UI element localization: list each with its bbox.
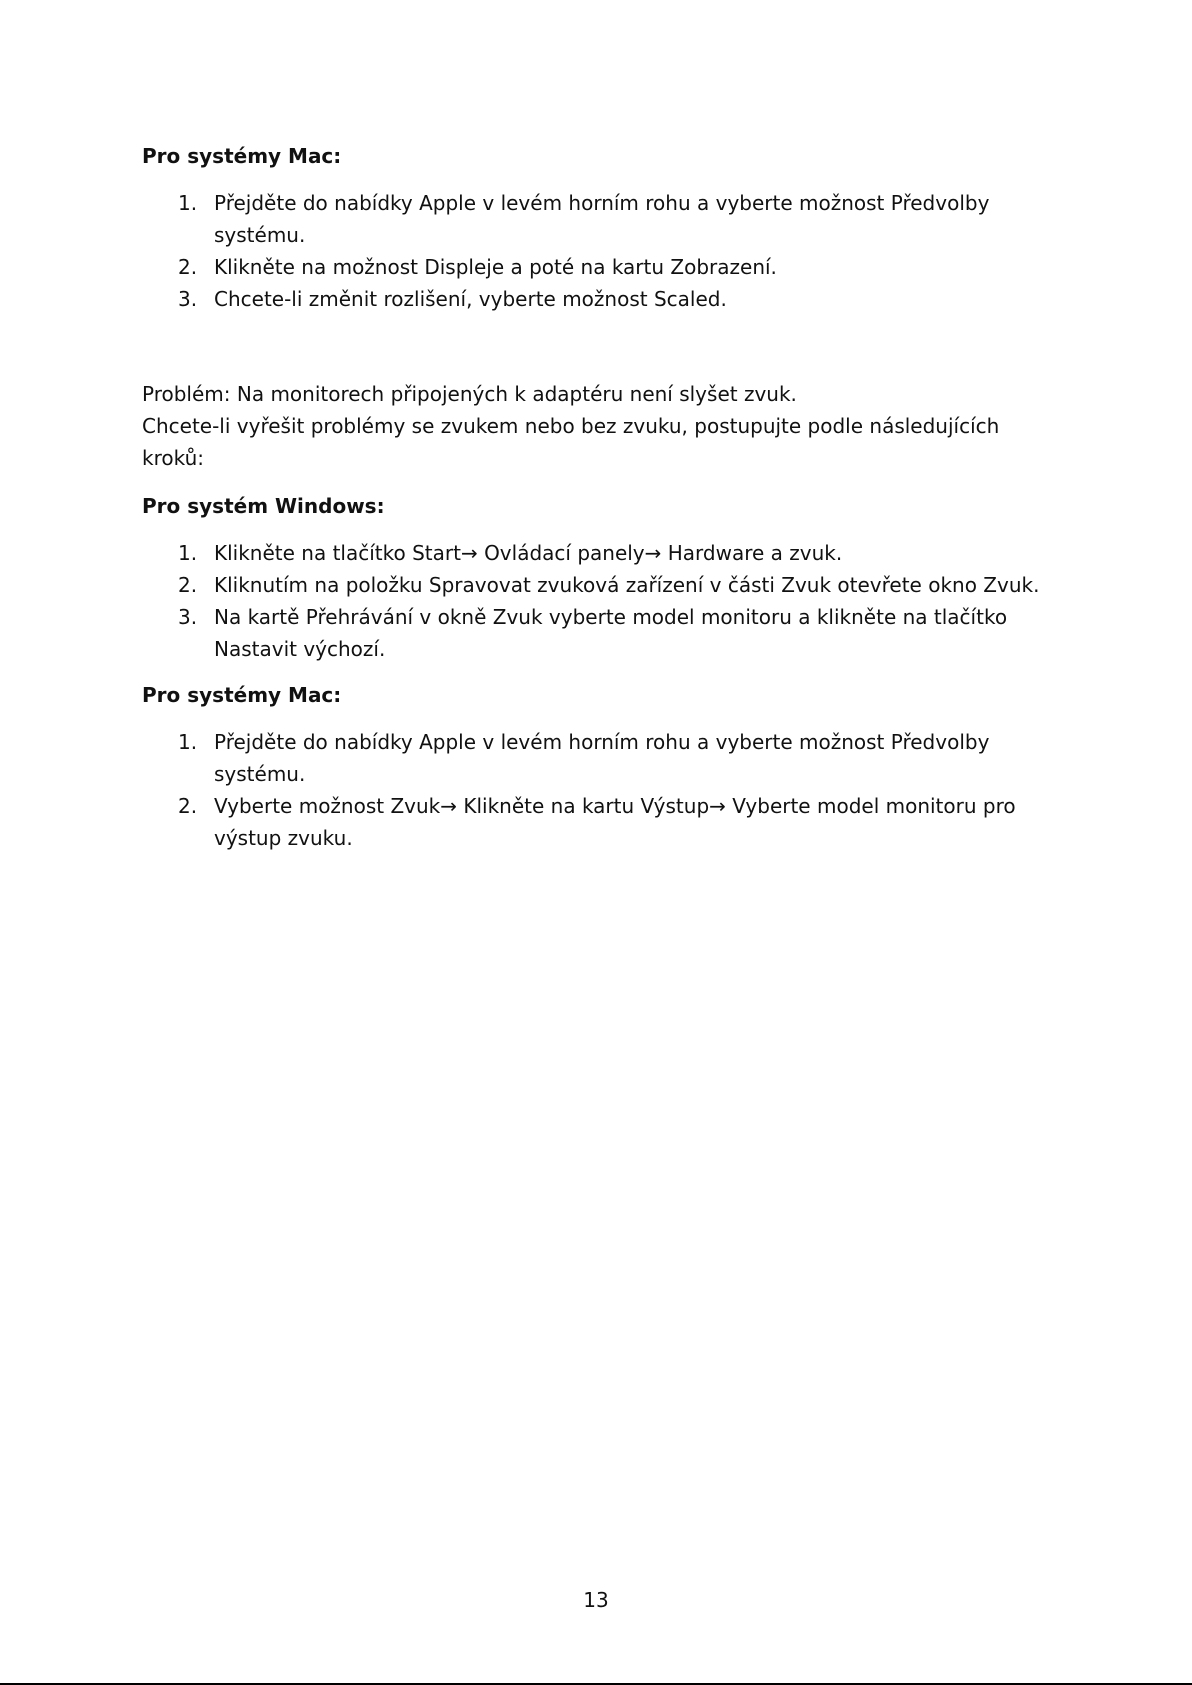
- list-number: 2.: [178, 794, 198, 818]
- problem-line: Problém: Na monitorech připojených k adaptéru není slyšet zvuk.: [142, 382, 797, 406]
- steps-list: [142, 726, 1062, 854]
- problem-statement: [142, 378, 1062, 474]
- list-item: [142, 601, 1062, 665]
- spacer: [142, 315, 1062, 378]
- list-number: 1.: [178, 191, 198, 215]
- list-text: Přejděte do nabídky Apple v levém horním rohu a vyberte možnost Předvolby systému.: [214, 191, 990, 247]
- section-windows-sound: [142, 490, 1062, 665]
- section-mac-display: [142, 140, 1062, 315]
- list-item: [142, 283, 1062, 315]
- list-item: [142, 251, 1062, 283]
- list-text: Vyberte možnost Zvuk→ Klikněte na kartu Výstup→ Vyberte model monitoru pro výstup zvuku.: [214, 794, 1016, 850]
- list-number: 3.: [178, 605, 198, 629]
- list-item: [142, 726, 1062, 790]
- page-number: 13: [583, 1588, 609, 1612]
- list-text: Chcete-li změnit rozlišení, vyberte možnost Scaled.: [214, 287, 727, 311]
- instruction-line: Chcete-li vyřešit problémy se zvukem nebo bez zvuku, postupujte podle následujících kroků:: [142, 414, 1000, 470]
- section-heading: Pro systémy Mac:: [142, 144, 342, 168]
- list-item: [142, 187, 1062, 251]
- list-item: [142, 790, 1062, 854]
- list-item: [142, 537, 1062, 569]
- list-number: 1.: [178, 730, 198, 754]
- section-heading: Pro systémy Mac:: [142, 683, 342, 707]
- list-text: Klikněte na tlačítko Start→ Ovládací panely→ Hardware a zvuk.: [214, 541, 843, 565]
- list-number: 3.: [178, 287, 198, 311]
- section-mac-sound: [142, 679, 1062, 854]
- page-content: [142, 140, 1062, 854]
- list-number: 1.: [178, 541, 198, 565]
- list-number: 2.: [178, 255, 198, 279]
- list-text: Na kartě Přehrávání v okně Zvuk vyberte model monitoru a klikněte na tlačítko Nastavit výchozí.: [214, 605, 1008, 661]
- list-text: Kliknutím na položku Spravovat zvuková zařízení v části Zvuk otevřete okno Zvuk.: [214, 573, 1040, 597]
- list-text: Přejděte do nabídky Apple v levém horním rohu a vyberte možnost Předvolby systému.: [214, 730, 990, 786]
- list-number: 2.: [178, 573, 198, 597]
- steps-list: [142, 187, 1062, 315]
- list-text: Klikněte na možnost Displeje a poté na kartu Zobrazení.: [214, 255, 777, 279]
- section-heading: Pro systém Windows:: [142, 494, 385, 518]
- spacer: [142, 474, 1062, 490]
- spacer: [142, 665, 1062, 679]
- list-item: [142, 569, 1062, 601]
- steps-list: [142, 537, 1062, 665]
